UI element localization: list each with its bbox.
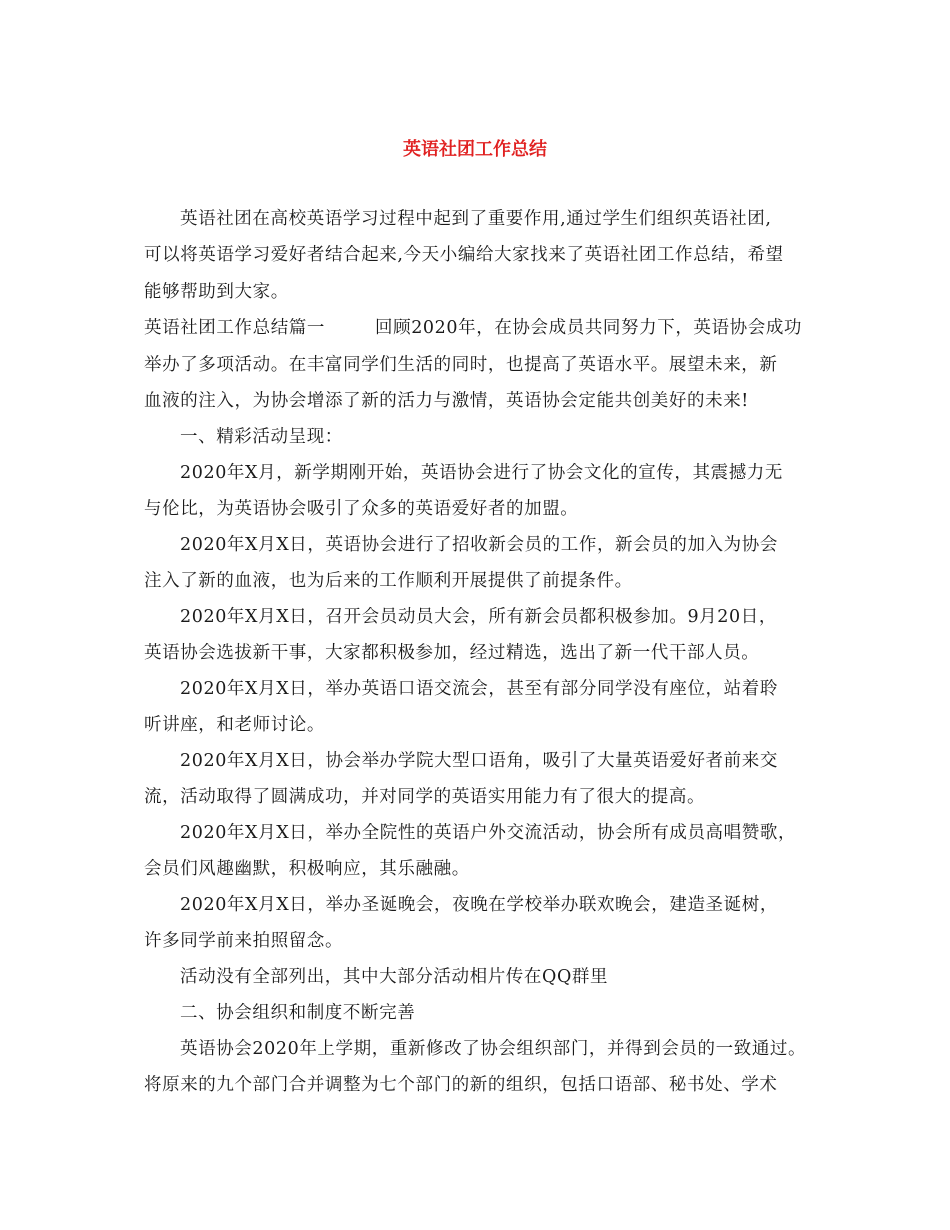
section-line [144,316,802,340]
activity-3-line-1: 2020年X月X日，召开会员动员大会，所有新会员都积极参加。9月20日， [180,607,777,627]
review-line-1: 举办了多项活动。在丰富同学们生活的同时，也提高了英语水平。展望未来，新 [144,355,778,375]
activity-3-line-2: 英语协会选拔新干事，大家都积极参加，经过精选，选出了新一代干部人员。 [144,643,760,663]
activity-6-line-1: 2020年X月X日，举办全院性的英语户外交流活动，协会所有成员高唱赞歌， [180,823,797,843]
heading-activities: 一、精彩活动呈现： [180,427,343,447]
heading-organization: 二、协会组织和制度不断完善 [180,1003,416,1023]
activity-7-line-2: 许多同学前来拍照留念。 [144,931,344,951]
section-label: 英语社团工作总结篇一 [144,318,325,338]
activity-2-line-1: 2020年X月X日，英语协会进行了招收新会员的工作，新会员的加入为协会 [180,535,778,555]
activity-5-line-1: 2020年X月X日，协会举办学院大型口语角，吸引了大量英语爱好者前来交 [180,751,778,771]
org-line-2: 将原来的九个部门合并调整为七个部门的新的组织，包括口语部、秘书处、学术 [144,1075,778,1095]
section-first-line: 回顾2020年，在协会成员共同努力下，英语协会成功 [375,318,803,338]
activity-1-line-1: 2020年X月，新学期刚开始，英语协会进行了协会文化的宣传，其震撼力无 [180,463,783,483]
activity-1-line-2: 与伦比，为英语协会吸引了众多的英语爱好者的加盟。 [144,499,579,519]
activity-5-line-2: 流，活动取得了圆满成功，并对同学的英语实用能力有了很大的提高。 [144,787,706,807]
activity-2-line-2: 注入了新的血液，也为后来的工作顺利开展提供了前提条件。 [144,571,633,591]
intro-line-3: 能够帮助到大家。 [144,282,289,302]
review-line-2: 血液的注入，为协会增添了新的活力与激情，英语协会定能共创美好的未来! [144,391,749,411]
activity-7-line-1: 2020年X月X日，举办圣诞晚会，夜晚在学校举办联欢晚会，建造圣诞树， [180,895,778,915]
activity-4-line-2: 听讲座，和老师讨论。 [144,715,325,735]
intro-line-2: 可以将英语学习爱好者结合起来,今天小编给大家找来了英语社团工作总结，希望 [144,245,784,265]
photos-note: 活动没有全部列出，其中大部分活动相片传在QQ群里 [180,967,609,987]
org-line-1: 英语协会2020年上学期，重新修改了协会组织部门，并得到会员的一致通过。 [180,1039,807,1059]
activity-4-line-1: 2020年X月X日，举办英语口语交流会，甚至有部分同学没有座位，站着聆 [180,679,778,699]
intro-line-1: 英语社团在高校英语学习过程中起到了重要作用,通过学生们组织英语社团, [180,209,772,229]
activity-6-line-2: 会员们风趣幽默，积极响应，其乐融融。 [144,859,470,879]
document-title: 英语社团工作总结 [403,139,547,160]
